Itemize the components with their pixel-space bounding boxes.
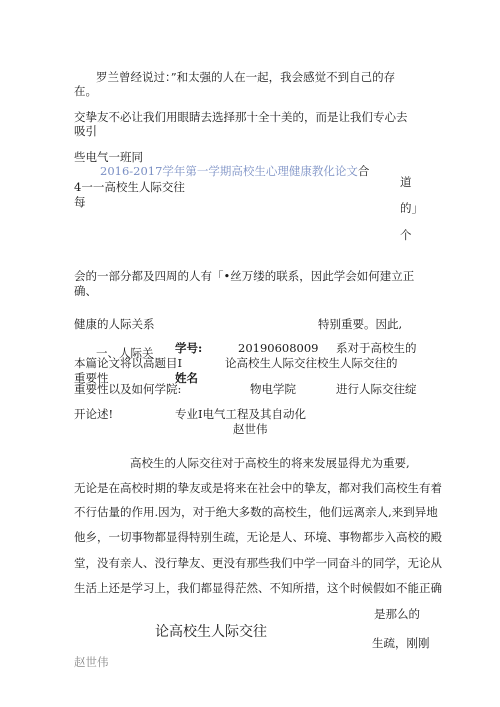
overlap-line-d: 进行人际交往绽 — [336, 382, 417, 396]
body-b-right-2: 生疏，刚刚 — [372, 636, 430, 650]
major-value: 专业I电气工程及其自动化 — [175, 407, 307, 421]
footer-author: 赵世伟 — [74, 655, 109, 669]
paper-title-text: 2016-2017学年第一学期高校生心理健康教化论文 — [100, 164, 358, 178]
overlap-line-b: 重要性 — [74, 371, 109, 385]
tail-right: 系对于高校生的 — [336, 341, 417, 355]
quote-line-2: 在。 — [74, 84, 97, 98]
section-heading: 一、人际关 — [96, 346, 154, 360]
quote-line-3: 交挚友不必让我们用眼睛去选择那十全十美的，而是让我们专心去 — [74, 110, 408, 124]
body-b-line: 不行估量的作用.因为，对于绝大多数的高校生，他们远离亲人,来到异地 — [74, 505, 438, 519]
body-b-line: 无论是在高校时期的挚友或是将来在社会中的挚友，都对我们高校生有着 — [74, 481, 442, 495]
class-line: 些电气一班同 — [74, 150, 143, 164]
side-char-1: 道 — [400, 175, 412, 189]
quote-line-4: 吸引 — [74, 124, 97, 138]
author-value: 赵世伟 — [233, 422, 268, 436]
paper-topic: 论高校生人际交往校生人际交往的 — [225, 356, 398, 370]
body-b-line: 生活上还是学习上，我们都显得茫然、不知所措，这个时候假如不能正确 — [74, 581, 442, 595]
overlap-line-a: 本篇论文将以高题目I — [74, 356, 183, 370]
overlap-line-c: 重要性以及如何学院: — [74, 382, 182, 396]
healthy-left: 健康的人际关系 — [74, 317, 155, 331]
side-char-2: 的」 — [400, 201, 423, 215]
body-a-line-1: 会的一部分都及四周的人有「•丝万缕的联系，因此学会如何建立正 — [74, 269, 415, 283]
healthy-right: 特别重要。因此, — [318, 317, 403, 331]
paper-title — [100, 164, 369, 178]
body-b-para-start: 高校生的人际交往对于高校生的将来发展显得尤为重要, — [130, 456, 410, 470]
footer-title: 论高校生人际交往 — [155, 624, 267, 640]
subject-line: 4一一高校生人际交往 — [74, 180, 185, 194]
overlap-line-e: 开论述! — [74, 407, 114, 421]
body-b-right-1: 是那么的 — [374, 607, 420, 621]
college-value: 物电学院 — [250, 382, 296, 396]
student-id-value: 20190608009 — [238, 341, 319, 355]
name-label: 姓名 — [175, 371, 198, 385]
paper-title-suffix: 合 — [357, 164, 370, 178]
side-char-3: 个 — [400, 228, 412, 242]
body-b-line: 他乡，一切事物都显得特别生疏，无论是人、环境、事物都步入高校的殿 — [74, 530, 442, 544]
quote-line-1: 罗兰曾经说过：”和太强的人在一起，我会感觉不到自己的存 — [96, 70, 396, 84]
mei-char: 每 — [74, 195, 86, 209]
student-id-label: 学号: — [175, 341, 203, 355]
body-b-line: 堂，没有亲人、没行挚友、更没有那些我们中学一同奋斗的同学，无论从 — [74, 556, 442, 570]
body-a-line-2: 确、 — [74, 284, 97, 298]
